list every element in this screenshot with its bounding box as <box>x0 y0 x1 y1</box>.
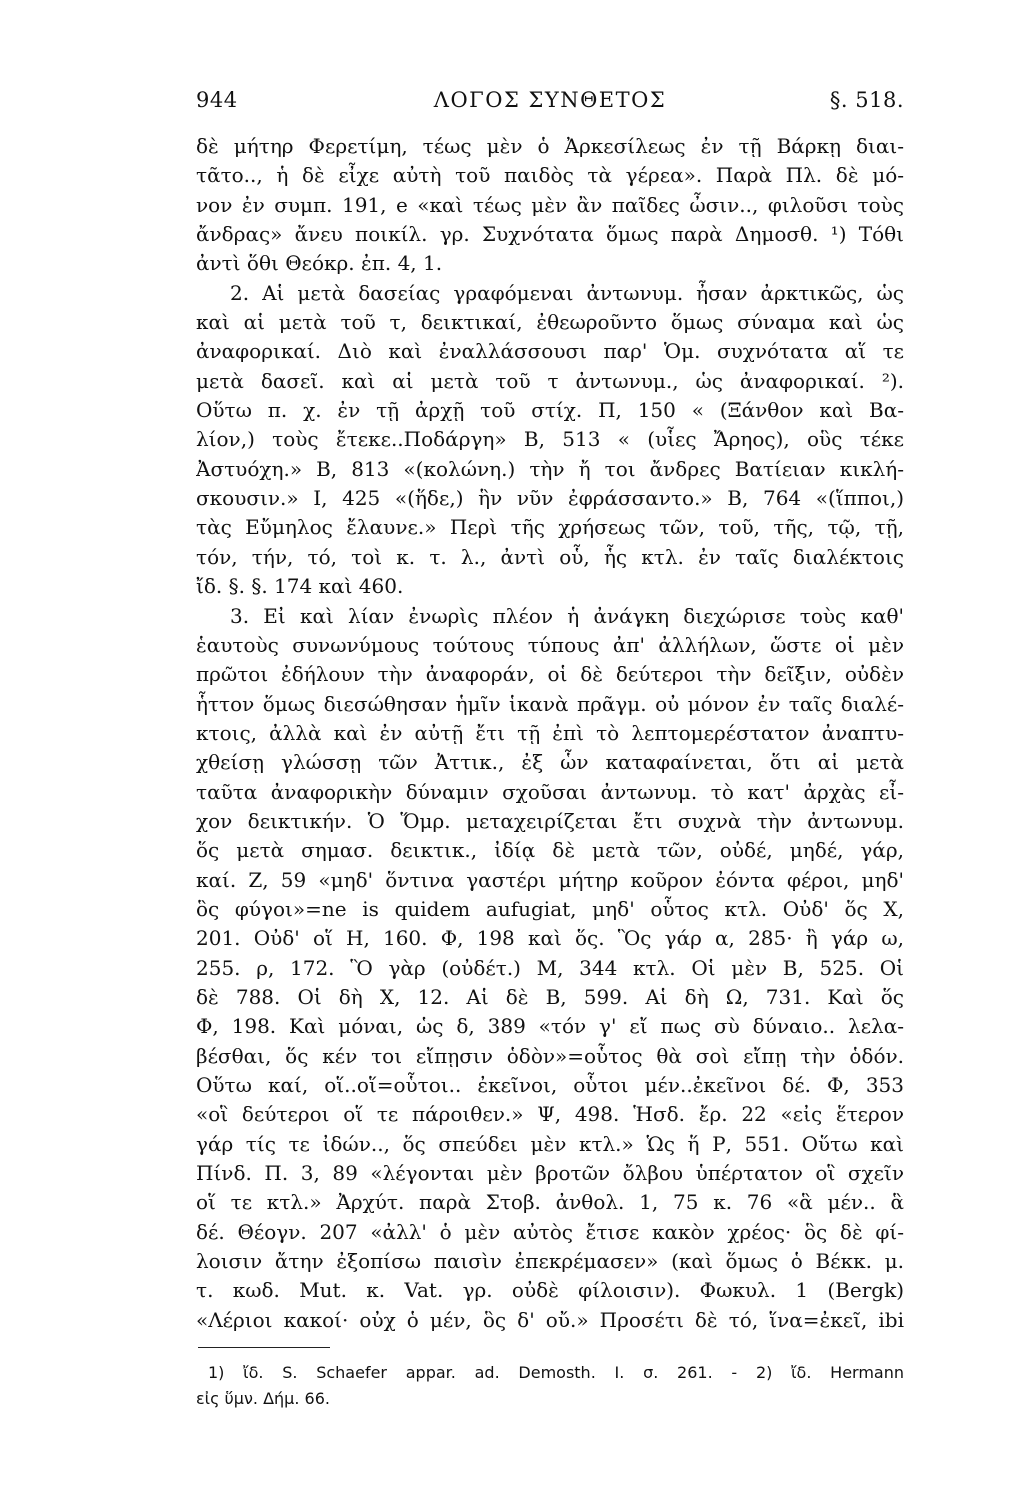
footnote-line: 1) ἴδ. S. Schaefer appar. ad. Demosth. I. σ. 261. - 2) ἴδ. Hermann <box>208 1363 904 1382</box>
footnote-line: εἰς ὕμν. Δήμ. 66. <box>196 1389 330 1408</box>
text-line: Ἀστυόχη.» Β, 813 «(κολώνη.) τὴν ἤ τοι ἄνδρες Βατίειαν κικλή- <box>196 456 904 481</box>
text-line: κτοις, ἀλλὰ καὶ ἐν αὐτῇ ἔτι τῇ ἐπὶ τὸ λεπτομερέστατον ἀναπτυ- <box>196 720 904 745</box>
text-line: μετὰ δασεῖ. καὶ αἱ μετὰ τοῦ τ ἀντωνυμ., ὡς ἀναφορικαί. ²). <box>196 368 904 393</box>
text-line: τὰς Εὔμηλος ἔλαυνε.» Περὶ τῆς χρήσεως τῶν, τοῦ, τῆς, τῷ, τῇ, <box>196 515 904 540</box>
text-line: τ. κωδ. Mut. κ. Vat. γρ. οὐδὲ φίλοισιν). Φωκυλ. 1 (Bergk) <box>196 1278 904 1303</box>
text-line: Οὕτω π. χ. ἐν τῇ ἀρχῇ τοῦ στίχ. Π, 150 « (Ξάνθον καὶ Βα- <box>196 398 904 423</box>
text-line: ὃς φύγοι»=ne is quidem aufugiat, μηδ' οὗτος κτλ. Οὐδ' ὅς Χ, <box>196 896 904 921</box>
text-line: 255. ρ, 172. Ὃ γὰρ (οὐδέτ.) Μ, 344 κτλ. Οἱ μὲν Β, 525. Οἱ <box>196 955 904 980</box>
text-line: καὶ αἱ μετὰ τοῦ τ, δεικτικαί, ἐθεωροῦντο ὅμως σύναμα καὶ ὡς <box>196 310 904 335</box>
text-line: «Λέριοι κακοί· οὐχ ὁ μέν, ὃς δ' οὔ.» Προσέτι δὲ τό, ἵνα=ἐκεῖ, ibi <box>196 1307 904 1332</box>
page-header <box>196 88 904 122</box>
text-line: τᾶτο.., ἡ δὲ εἶχε αὐτὴ τοῦ παιδὸς τὰ γέρεα». Παρὰ Πλ. δὲ μό- <box>196 163 904 188</box>
text-line: λίον,) τοὺς ἔτεκε..Ποδάργη» Β, 513 « (υἷες Ἄρηος), οὓς τέκε <box>196 427 904 452</box>
paragraph-start: 2. Αἱ μετὰ δασείας γραφόμεναι ἀντωνυμ. ἦσαν ἀρκτικῶς, ὡς <box>230 280 904 305</box>
footnotes <box>196 1360 904 1412</box>
text-line: δὲ 788. Οἱ δὴ Χ, 12. Αἱ δὲ Β, 599. Αἱ δὴ Ω, 731. Καὶ ὅς <box>196 984 904 1009</box>
text-line: 201. Οὐδ' οἵ Η, 160. Φ, 198 καὶ ὅς. Ὃς γάρ α, 285· ἢ γάρ ω, <box>196 926 904 951</box>
text-line: δὲ μήτηρ Φερετίμη, τέως μὲν ὁ Ἀρκεσίλεως ἐν τῇ Βάρκῃ διαι- <box>196 134 904 158</box>
body-text <box>196 132 904 1335</box>
text-line: σκουσιν.» Ι, 425 «(ἥδε,) ἣν νῦν ἐφράσσαντο.» Β, 764 «(ἵπποι,) <box>196 486 904 511</box>
text-line: ὅς μετὰ σημασ. δεικτικ., ἰδίᾳ δὲ μετὰ τῶν, οὐδέ, μηδέ, γάρ, <box>196 838 904 863</box>
text-line: Οὕτω καί, οἵ..οἵ=οὗτοι.. ἐκεῖνοι, οὗτοι μέν..ἐκεῖνοι δέ. Φ, 353 <box>196 1073 904 1097</box>
text-line: «οἳ δεύτεροι οἵ τε πάροιθεν.» Ψ, 498. Ἡσδ. ἔρ. 22 «εἰς ἕτερον <box>196 1102 904 1127</box>
page-number: 944 <box>196 88 238 112</box>
text-line: χθείσῃ γλώσσῃ τῶν Ἀττικ., ἐξ ὧν καταφαίνεται, ὅτι αἱ μετὰ <box>196 750 904 775</box>
text-line: χον δεικτικήν. Ὁ Ὅμρ. μεταχειρίζεται ἔτι συχνὰ τὴν ἀντωνυμ. <box>196 808 904 833</box>
text-line: Φ, 198. Καὶ μόναι, ὡς δ, 389 «τόν γ' εἴ πως σὺ δύναιο.. λελα- <box>196 1014 904 1039</box>
footnote-divider <box>198 1347 330 1348</box>
text-line: ταῦτα ἀναφορικὴν δύναμιν σχοῦσαι ἀντωνυμ. τὸ κατ' ἀρχὰς εἶ- <box>196 779 904 804</box>
text-line: Πίνδ. Π. 3, 89 «λέγονται μὲν βροτῶν ὄλβου ὑπέρτατον οἳ σχεῖν <box>196 1161 904 1186</box>
text-line: οἵ τε κτλ.» Ἀρχύτ. παρὰ Στοβ. ἀνθολ. 1, 75 κ. 76 «ἃ μέν.. ἃ <box>196 1190 904 1215</box>
text-line: βέσθαι, ὅς κέν τοι εἴπῃσιν ὁδὸν»=οὗτος θὰ σοὶ εἴπῃ τὴν ὁδόν. <box>196 1043 904 1068</box>
text-line: καί. Ζ, 59 «μηδ' ὅντινα γαστέρι μήτηρ κοῦρον ἐόντα φέροι, μηδ' <box>196 867 904 892</box>
text-line: ἴδ. §. §. 174 καὶ 460. <box>196 574 404 599</box>
paragraph-start: 3. Εἰ καὶ λίαν ἐνωρὶς πλέον ἡ ἀνάγκη διεχώρισε τοὺς καθ' <box>230 603 904 628</box>
text-line: ἑαυτοὺς συνωνύμους τούτους τύπους ἀπ' ἀλλήλων, ὥστε οἱ μὲν <box>196 632 904 657</box>
text-line: λοισιν ἄτην ἐξοπίσω παισὶν ἐπεκρέμασεν» (καὶ ὅμως ὁ Βέκκ. μ. <box>196 1249 904 1274</box>
text-line: τόν, τήν, τό, τοὶ κ. τ. λ., ἀντὶ οὗ, ἧς κτλ. ἐν ταῖς διαλέκτοις <box>196 544 904 569</box>
text-line: ἄνδρας» ἄνευ ποικίλ. γρ. Συχνότατα ὅμως παρὰ Δημοσθ. ¹) Τόθι <box>196 222 904 247</box>
section-number: §. 518. <box>829 88 904 112</box>
text-line: νον ἐν συμπ. 191, e «καὶ τέως μὲν ἂν παῖδες ὦσιν.., φιλοῦσι τοὺς <box>196 192 904 217</box>
text-line: ἀντὶ ὅθι Θεόκρ. ἐπ. 4, 1. <box>196 251 443 276</box>
text-line: ἀναφορικαί. Διὸ καὶ ἐναλλάσσουσι παρ' Ὁμ. συχνότατα αἵ τε <box>196 339 904 364</box>
running-title: ΛΟΓΟΣ ΣΥΝΘΕΤΟΣ <box>433 88 667 112</box>
text-line: πρῶτοι ἐδήλουν τὴν ἀναφοράν, οἱ δὲ δεύτεροι τὴν δεῖξιν, οὐδὲν <box>196 662 904 687</box>
text-line: δέ. Θέογν. 207 «ἀλλ' ὁ μὲν αὐτὸς ἔτισε κακὸν χρέος· ὃς δὲ φί- <box>196 1219 904 1244</box>
text-line: ἧττον ὅμως διεσώθησαν ἡμῖν ἱκανὰ πρᾶγμ. οὐ μόνον ἐν ταῖς διαλέ- <box>196 691 904 716</box>
text-line: γάρ τίς τε ἰδών.., ὅς σπεύδει μὲν κτλ.» Ὡς ἥ Ρ, 551. Οὕτω καὶ <box>196 1131 904 1156</box>
